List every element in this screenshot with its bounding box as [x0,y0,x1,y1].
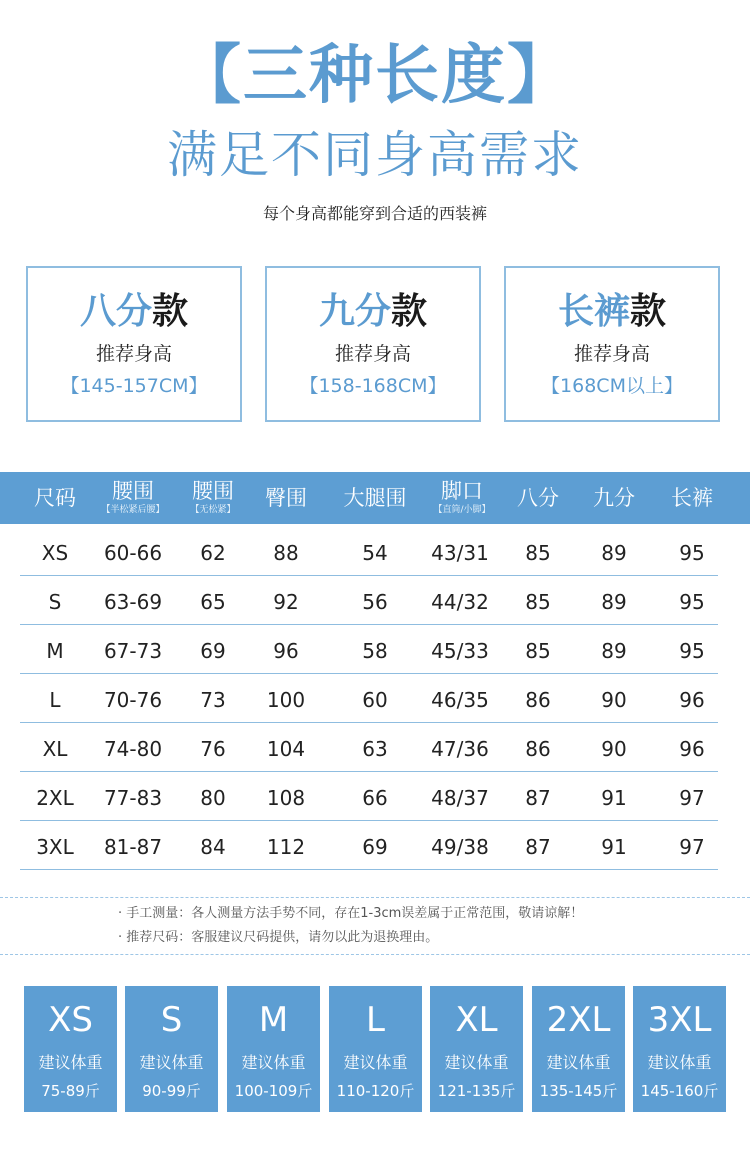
card-label: 推荐身高 [573,343,650,365]
cell-waist-fixed: 62 [200,541,226,565]
cell-hip: 88 [273,541,299,565]
row-divider [20,624,718,625]
table-row [0,577,750,625]
cell-waist-elastic: 77-83 [103,786,163,810]
cell-ninth: 90 [601,737,627,761]
row-divider [20,771,718,772]
cell-hip: 100 [266,688,306,712]
weight-range: 90-99斤 [142,1082,201,1100]
cell-thigh: 60 [362,688,388,712]
cell-hip: 112 [266,835,306,859]
cell-cropped: 87 [525,786,551,810]
cell-full: 97 [679,786,705,810]
note-measurement: · 手工测量：各人测量方法手势不同，存在1-3cm误差属于正常范围，敬请谅解！ [118,906,584,921]
cell-hip: 104 [266,737,306,761]
cell-full: 96 [679,737,705,761]
weight-range: 135-145斤 [539,1082,618,1100]
cell-cropped: 85 [525,590,551,614]
cell-ninth: 89 [601,541,627,565]
cell-waist-fixed: 76 [200,737,226,761]
cell-waist-fixed: 84 [200,835,226,859]
weight-range: 75-89斤 [41,1082,100,1100]
page-subtitle: 满足不同身高需求 [167,126,583,184]
cell-waist-elastic: 81-87 [103,835,163,859]
cell-hip: 92 [273,590,299,614]
weight-card [430,986,523,1112]
card-range: 【168CM以上】 [541,375,683,397]
weight-range: 110-120斤 [336,1082,415,1100]
cell-size: XS [41,541,69,565]
header-size: 尺码 [34,486,76,510]
cell-ninth: 91 [601,835,627,859]
cell-waist-elastic: 67-73 [103,639,163,663]
cell-ninth: 91 [601,786,627,810]
card-title-highlight: 八分 [79,291,152,332]
cell-cropped: 86 [525,737,551,761]
divider-top [0,897,750,898]
cell-size: L [49,688,61,712]
cell-full: 96 [679,688,705,712]
cell-waist-fixed: 65 [200,590,226,614]
weight-label: 建议体重 [546,1053,611,1072]
cell-hip: 108 [266,786,306,810]
cell-hip: 96 [273,639,299,663]
cell-full: 95 [679,590,705,614]
length-card-cropped [26,266,242,422]
row-divider [20,575,718,576]
cell-waist-fixed: 73 [200,688,226,712]
weight-label: 建议体重 [241,1053,306,1072]
cell-cropped: 87 [525,835,551,859]
card-label: 推荐身高 [334,343,411,365]
cell-thigh: 69 [362,835,388,859]
cell-size: 2XL [36,786,74,810]
weight-size: M [258,1000,289,1040]
divider-bottom [0,954,750,955]
weight-size: 2XL [546,1000,611,1040]
page-title: 【三种长度】 [177,39,573,113]
row-divider [20,673,718,674]
table-row [0,773,750,821]
card-range: 【158-168CM】 [299,375,447,397]
weight-label: 建议体重 [444,1053,509,1072]
weight-label: 建议体重 [343,1053,408,1072]
table-row [0,822,750,870]
length-card-ninth [265,266,481,422]
cell-leg-opening: 43/31 [431,541,489,565]
note-recommendation: · 推荐尺码：客服建议尺码提供，请勿以此为退换理由。 [118,930,439,945]
cell-thigh: 58 [362,639,388,663]
header-leg-opening: 脚口 【直筒/小脚】 [433,479,491,515]
weight-label: 建议体重 [38,1053,103,1072]
weight-range: 121-135斤 [437,1082,516,1100]
cell-ninth: 90 [601,688,627,712]
cell-ninth: 89 [601,639,627,663]
weight-range: 100-109斤 [234,1082,313,1100]
cell-waist-elastic: 70-76 [103,688,163,712]
header-waist-elastic: 腰围 【半松紧后腰】 [101,479,165,515]
cell-size: 3XL [36,835,74,859]
cell-ninth: 89 [601,590,627,614]
cell-cropped: 85 [525,541,551,565]
card-range: 【145-157CM】 [60,375,208,397]
weight-label: 建议体重 [647,1053,712,1072]
weight-size: L [366,1000,385,1040]
cell-waist-elastic: 74-80 [103,737,163,761]
card-title-highlight: 九分 [318,291,391,332]
cell-full: 97 [679,835,705,859]
page-tagline: 每个身高都能穿到合适的西装裤 [262,204,487,223]
table-row [0,675,750,723]
weight-size: 3XL [647,1000,712,1040]
cell-waist-elastic: 63-69 [103,590,163,614]
weight-card [329,986,422,1112]
cell-thigh: 66 [362,786,388,810]
cell-waist-fixed: 80 [200,786,226,810]
header-thigh: 大腿围 [343,486,407,510]
header-waist-fixed: 腰围 【无松紧】 [190,479,236,515]
length-card-full [504,266,720,422]
weight-size: XL [455,1000,498,1040]
weight-card [125,986,218,1112]
weight-label: 建议体重 [139,1053,204,1072]
cell-size: XL [42,737,68,761]
cell-leg-opening: 44/32 [431,590,489,614]
card-title-suffix: 款 [630,291,667,332]
cell-full: 95 [679,639,705,663]
card-label: 推荐身高 [95,343,172,365]
weight-range: 145-160斤 [640,1082,719,1100]
weight-card [532,986,625,1112]
weight-size: S [160,1000,183,1040]
cell-leg-opening: 45/33 [431,639,489,663]
weight-card [633,986,726,1112]
cell-thigh: 63 [362,737,388,761]
header-ninth: 九分 [593,486,635,510]
row-divider [20,722,718,723]
cell-leg-opening: 47/36 [431,737,489,761]
cell-waist-elastic: 60-66 [103,541,163,565]
card-title [267,288,479,336]
cell-size: S [48,590,62,614]
table-row [0,528,750,576]
table-row [0,626,750,674]
cell-thigh: 56 [362,590,388,614]
cell-size: M [46,639,64,663]
cell-leg-opening: 46/35 [431,688,489,712]
cell-leg-opening: 49/38 [431,835,489,859]
cell-cropped: 86 [525,688,551,712]
cell-thigh: 54 [362,541,388,565]
row-divider [20,820,718,821]
card-title [506,288,718,336]
weight-card [227,986,320,1112]
cell-waist-fixed: 69 [200,639,226,663]
header-cropped: 八分 [517,486,559,510]
weight-size: XS [48,1000,93,1040]
card-title-suffix: 款 [152,291,189,332]
row-divider [20,869,718,870]
header-full: 长裤 [671,486,713,510]
cell-full: 95 [679,541,705,565]
table-row [0,724,750,772]
cell-leg-opening: 48/37 [431,786,489,810]
card-title-highlight: 长裤 [557,291,630,332]
card-title-suffix: 款 [391,291,428,332]
weight-card [24,986,117,1112]
header-hip: 臀围 [265,486,307,510]
card-title [28,288,240,336]
size-table-header [0,472,750,524]
cell-cropped: 85 [525,639,551,663]
